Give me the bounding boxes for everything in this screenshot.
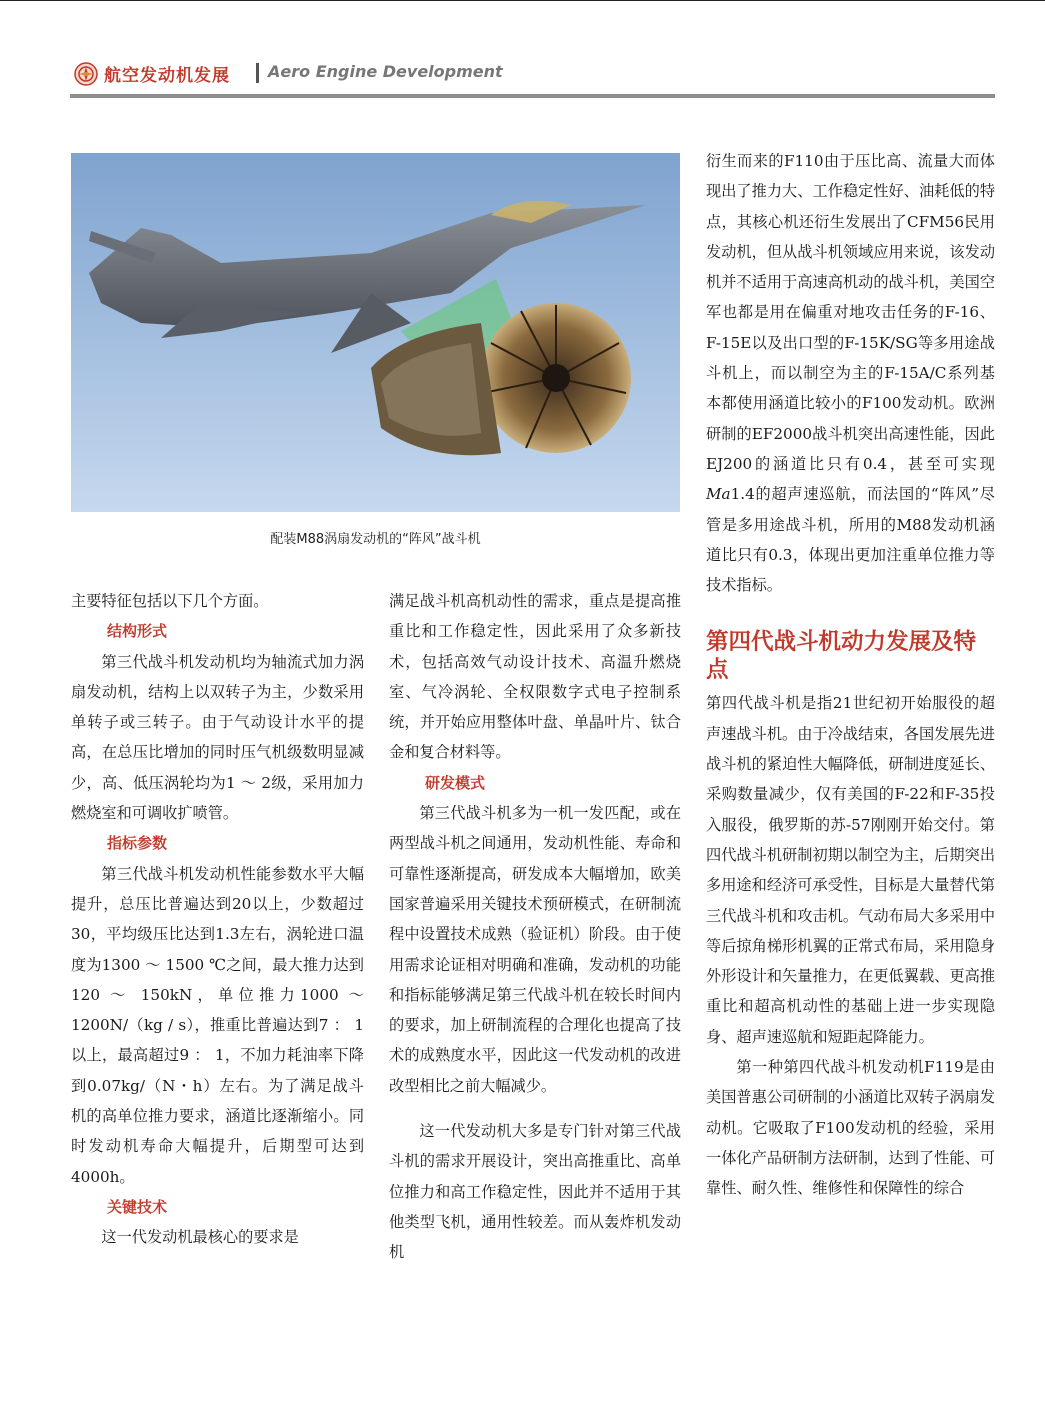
header-title-en: Aero Engine Development	[268, 62, 503, 81]
paragraph-parameters: 第三代战斗机发动机性能参数水平大幅提升，总压比普遍达到20以上，少数超过30，平均级压比达到1.3左右，涡轮进口温度为1300 ～ 1500 ℃之间，最大推力达到120 ～ 150kN，单位推力1000 ～ 1200N/（kg / s），推重比普遍达到7 ： 1以上，最高超过9 ： 1，不加力耗油率下降到0.07kg/（N・h）左右。为了满足战斗机的高单位推力要求，涵道比逐渐缩小。同时发动机寿命大幅提升，后期型可达到4000h。	[71, 864, 364, 1186]
header-rule	[70, 94, 995, 98]
journal-logo-icon	[74, 62, 98, 86]
column-3	[706, 146, 995, 1204]
paragraph-rd-mode-2: 这一代发动机大多是专门针对第三代战斗机的需求开展设计，突出高推重比、高单位推力和高工作稳定性，因此并不适用于其他类型飞机，通用性较差。而从轰炸机发动机	[389, 1122, 681, 1262]
intro-paragraph: 主要特征包括以下几个方面。	[71, 592, 269, 610]
rafale-m88-photo	[71, 153, 680, 512]
paragraph-structure: 第三代战斗机发动机均为轴流式加力涡扇发动机，结构上以双转子为主，少数采用单转子或三转子。由于气动设计水平的提高，在总压比增加的同时压气机级数明显减少，高、低压涡轮均为1 ～ 2级，采用加力燃烧室和可调收扩喷管。	[71, 652, 364, 823]
top-border	[0, 0, 1045, 1]
subheading-key-tech: 关键技术	[107, 1197, 168, 1216]
paragraph-f110-tail: 1.4的超声速巡航，而法国的“阵风”尽管是多用途战斗机，所用的M88发动机涵道比只有0.3，体现出更加注重单位推力等技术指标。	[706, 485, 995, 595]
paragraph-f110	[706, 146, 995, 600]
mach-symbol: Ma	[706, 485, 731, 504]
paragraph-key-tech: 这一代发动机最核心的要求是	[101, 1228, 299, 1247]
paragraph-f110-text: 衍生而来的F110由于压比高、流量大而体现出了推力大、工作稳定性好、油耗低的特点，其核心机还衍生发展出了CFM56民用发动机，但从战斗机领域应用来说，该发动机并不适用于高速高机动的战斗机，美国空军也都是用在偏重对地攻击任务的F-16、F-15E以及出口型的F-15K/SG等多用途战斗机上，而以制空为主的F-15A/C系列基本都使用涵道比较小的F100发动机。欧洲研制的EF2000战斗机突出高速性能，因此EJ200的涵道比只有0.4，甚至可实现	[706, 152, 995, 473]
section-title-4th-gen: 第四代战斗机动力发展及特点	[706, 629, 977, 684]
subheading-structure: 结构形式	[107, 622, 168, 641]
figure-caption: 配装M88涡扇发动机的“阵风”战斗机	[270, 532, 481, 547]
paragraph-rd-mode: 第三代战斗机多为一机一发匹配，或在两型战斗机之间通用，发动机性能、寿命和可靠性逐渐提高，研发成本大幅增加，欧美国家普遍采用关键技术预研模式，在研制流程中设置技术成熟（验证机）阶段。由于使用需求论证相对明确和准确，发动机的功能和指标能够满足第三代战斗机在较长时间内的要求，加上研制流程的合理化也提高了技术的成熟度水平，因此这一代发动机的改进改型相比之前大幅减少。	[389, 804, 681, 1095]
subheading-parameters: 指标参数	[107, 834, 168, 853]
column-1	[71, 586, 364, 1253]
page-header	[70, 60, 995, 90]
header-divider	[256, 63, 259, 83]
paragraph-4th-gen: 第四代战斗机是指21世纪初开始服役的超声速战斗机。由于冷战结束，各国发展先进战斗机的紧迫性大幅降低，研制进度延长、采购数量减少，仅有美国的F-22和F-35投入服役，俄罗斯的苏-57刚刚开始交付。第四代战斗机研制初期以制空为主，后期突出多用途和经济可承受性，目标是大量替代第三代战斗机和攻击机。气动布局大多采用中等后掠角梯形机翼的正常式布局，采用隐身外形设计和矢量推力，在更低翼载、更高推重比和超高机动性的基础上进一步实现隐身、超声速巡航和短距起降能力。	[706, 694, 995, 1046]
paragraph-key-tech-cont: 满足战斗机高机动性的需求，重点是提高推重比和工作稳定性，因此采用了众多新技术，包括高效气动设计技术、高温升燃烧室、气冷涡轮、全权限数字式电子控制系统，并开始应用整体叶盘、单晶叶片、钛合金和复合材料等。	[389, 592, 681, 762]
header-title-cn: 航空发动机发展	[104, 66, 230, 86]
column-2	[389, 586, 681, 1268]
subheading-rd-mode: 研发模式	[425, 773, 486, 792]
paragraph-f119: 第一种第四代战斗机发动机F119是由美国普惠公司研制的小涵道比双转子涡扇发动机。它吸取了F100发动机的经验，采用一体化产品研制方法研制，达到了性能、可靠性、耐久性、维修性和保障性的综合	[706, 1058, 995, 1198]
